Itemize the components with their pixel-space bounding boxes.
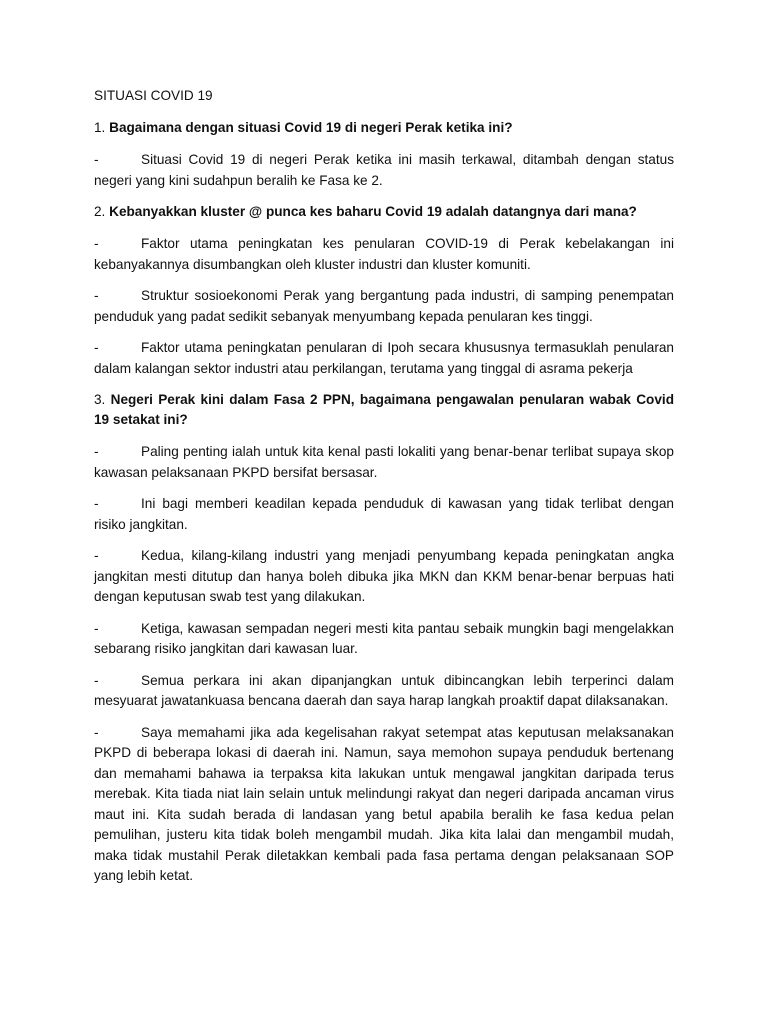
answer-point xyxy=(94,150,674,191)
answer-point xyxy=(94,546,674,608)
answer-text: Saya memahami jika ada kegelisahan rakyat setempat atas keputusan melaksanakan PKPD di beberapa lokasi di daerah ini. Namun, saya memohon supaya penduduk bertenang dan memahami bahawa ia terpaksa kita lakukan untuk mengawal jangkitan daripada terus merebak. Kita tiada niat lain selain untuk melindungi rakyat dan negeri daripada ancaman virus maut ini. Kita sudah berada di landasan yang betul apabila beralih ke fasa kedua pelan pemulihan, justeru kita tidak boleh mengambil mudah. Jika kita lalai dan mengambil mudah, maka tidak mustahil Perak diletakkan kembali pada fasa pertama dengan pelaksanaan SOP yang lebih ketat. xyxy=(94,724,674,883)
bullet-dash: - xyxy=(94,236,99,251)
answer-text: Faktor utama peningkatan kes penularan COVID-19 di Perak kebelakangan ini kebanyakannya disumbangkan oleh kluster industri dan kluster komuniti. xyxy=(94,236,674,272)
answer-text: Faktor utama peningkatan penularan di Ipoh secara khususnya termasuklah penularan dalam kalangan sektor industri atau perkilangan, terutama yang tinggal di asrama pekerja xyxy=(94,340,674,376)
answer-point xyxy=(94,619,674,660)
answer-text: Ini bagi memberi keadilan kepada penduduk di kawasan yang tidak terlibat dengan risiko jangkitan. xyxy=(94,496,674,532)
answer-text: Situasi Covid 19 di negeri Perak ketika ini masih terkawal, ditambah dengan status negeri yang kini sudahpun beralih ke Fasa ke 2. xyxy=(94,152,674,188)
answer-point xyxy=(94,671,674,712)
question-number: 1. xyxy=(94,120,106,135)
question-number: 3. xyxy=(94,392,106,407)
answer-point xyxy=(94,338,674,379)
answer-text: Struktur sosioekonomi Perak yang bergantung pada industri, di samping penempatan penduduk yang padat sedikit sebanyak menyumbang kepada penularan kes tinggi. xyxy=(94,288,674,324)
bullet-dash: - xyxy=(94,288,99,303)
question-number: 2. xyxy=(94,204,106,219)
bullet-dash: - xyxy=(94,152,99,167)
bullet-dash: - xyxy=(94,496,99,511)
answer-text: Semua perkara ini akan dipanjangkan untuk dibincangkan lebih terperinci dalam mesyuarat jawatankuasa bencana daerah dan saya harap langkah proaktif dapat dilaksanakan. xyxy=(94,672,674,708)
bullet-dash: - xyxy=(94,548,99,563)
answer-point xyxy=(94,494,674,535)
answer-point xyxy=(94,234,674,275)
question-2 xyxy=(94,202,674,222)
answer-text: Paling penting ialah untuk kita kenal pasti lokaliti yang benar-benar terlibat supaya skop kawasan pelaksanaan PKPD bersifat bersasar. xyxy=(94,444,674,480)
answer-point xyxy=(94,442,674,483)
answer-text: Kedua, kilang-kilang industri yang menjadi penyumbang kepada peningkatan angka jangkitan mesti ditutup dan hanya boleh dibuka jika MKN dan KKM benar-benar berpuas hati dengan keputusan swab test yang dilakukan. xyxy=(94,548,674,604)
bullet-dash: - xyxy=(94,340,99,355)
bullet-dash: - xyxy=(94,672,99,688)
answer-point xyxy=(94,723,674,887)
question-3 xyxy=(94,390,674,430)
bullet-dash: - xyxy=(94,620,99,636)
answer-point xyxy=(94,286,674,327)
answer-text: Ketiga, kawasan sempadan negeri mesti kita pantau sebaik mungkin bagi mengelakkan sebarang risiko jangkitan dari kawasan luar. xyxy=(94,620,674,656)
bullet-dash: - xyxy=(94,724,99,740)
question-1 xyxy=(94,118,674,138)
question-text: Bagaimana dengan situasi Covid 19 di negeri Perak ketika ini? xyxy=(109,120,513,135)
bullet-dash: - xyxy=(94,444,99,459)
document-title: SITUASI COVID 19 xyxy=(94,88,213,103)
question-text: Negeri Perak kini dalam Fasa 2 PPN, bagaimana pengawalan penularan wabak Covid 19 setakat ini? xyxy=(94,392,674,427)
question-text: Kebanyakkan kluster @ punca kes baharu Covid 19 adalah datangnya dari mana? xyxy=(109,204,637,219)
